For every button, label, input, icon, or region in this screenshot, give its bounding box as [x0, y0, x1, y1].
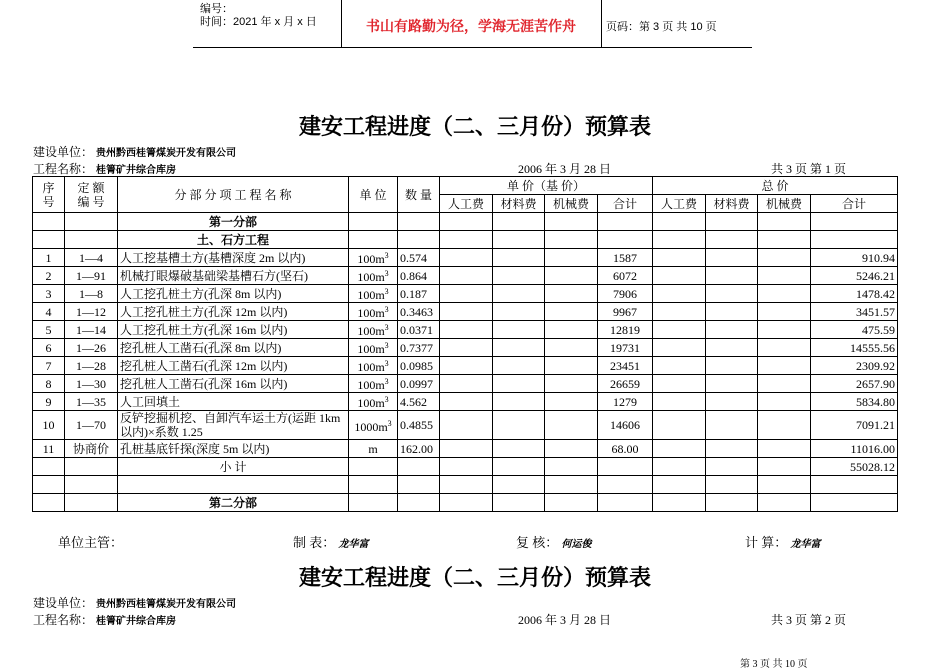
code-label: 编号： — [200, 3, 233, 15]
empty-row — [33, 476, 898, 494]
header-machine: 机械费 — [545, 195, 598, 213]
section-row — [33, 494, 898, 512]
row-unit — [349, 249, 398, 267]
project-value: 桂箐矿井综合库房 — [96, 616, 177, 627]
row-item-name: 人工回填土 — [118, 393, 349, 411]
row-unit-price-sum: 68.00 — [598, 440, 653, 458]
row-quantity: 0.864 — [398, 267, 440, 285]
row-seq: 3 — [33, 285, 65, 303]
table-row — [33, 375, 898, 393]
header-seq: 序 号 — [33, 177, 65, 213]
row-unit-text: 1000m — [354, 419, 388, 434]
maker-field — [293, 532, 369, 551]
table-row — [33, 393, 898, 411]
row-unit-price-sum: 6072 — [598, 267, 653, 285]
row-quota-code: 1—28 — [65, 357, 118, 375]
row-unit-superscript: 3 — [384, 305, 389, 314]
org-line — [33, 594, 236, 611]
row-total-sum: 1478.42 — [811, 285, 898, 303]
row-quantity: 162.00 — [398, 440, 440, 458]
row-unit — [349, 285, 398, 303]
header-total-price: 总 价 — [653, 177, 898, 195]
row-unit — [349, 375, 398, 393]
calc-label: 计 算： — [745, 535, 788, 550]
table-row — [33, 411, 898, 440]
row-unit-superscript: 3 — [384, 323, 389, 332]
row-unit — [349, 393, 398, 411]
org-value: 贵州黔西桂箐煤炭开发有限公司 — [96, 148, 237, 159]
row-item-name: 挖孔桩人工凿石(孔深 16m 以内) — [118, 375, 349, 393]
row-unit-superscript: 3 — [384, 359, 389, 368]
row-total-sum: 910.94 — [811, 249, 898, 267]
doc-date: 2006 年 3 月 28 日 — [518, 613, 612, 627]
row-quota-code: 1—26 — [65, 339, 118, 357]
row-seq: 4 — [33, 303, 65, 321]
doc-date: 2006 年 3 月 28 日 — [518, 162, 612, 176]
row-unit-superscript: 3 — [384, 251, 389, 260]
row-total-sum: 2309.92 — [811, 357, 898, 375]
row-unit-price-sum: 9967 — [598, 303, 653, 321]
row-seq: 5 — [33, 321, 65, 339]
row-unit-price-sum: 1587 — [598, 249, 653, 267]
row-unit-text: 100m — [357, 270, 385, 284]
checker-label: 复 核： — [516, 535, 559, 550]
row-total-sum: 3451.57 — [811, 303, 898, 321]
row-total-sum: 475.59 — [811, 321, 898, 339]
row-item-name: 孔桩基底钎探(深度 5m 以内) — [118, 440, 349, 458]
row-unit-price-sum: 14606 — [598, 411, 653, 440]
row-seq: 8 — [33, 375, 65, 393]
row-quota-code: 协商价 — [65, 440, 118, 458]
row-unit — [349, 357, 398, 375]
row-quota-code: 1—8 — [65, 285, 118, 303]
row-item-name: 人工挖孔桩土方(孔深 8m 以内) — [118, 285, 349, 303]
row-quantity: 0.3463 — [398, 303, 440, 321]
row-total-sum: 11016.00 — [811, 440, 898, 458]
row-unit-superscript: 3 — [384, 377, 389, 386]
row-item-name: 挖孔桩人工凿石(孔深 12m 以内) — [118, 357, 349, 375]
section-title: 第二分部 — [118, 494, 349, 512]
row-quantity: 0.574 — [398, 249, 440, 267]
row-item-name: 反铲挖掘机挖、自卸汽车运土方(运距 1km 以内)×系数 1.25 — [118, 411, 349, 440]
subtotal-value: 55028.12 — [811, 458, 898, 476]
section-row — [33, 213, 898, 231]
table-row — [33, 267, 898, 285]
header-meta — [200, 3, 317, 29]
org-label: 建设单位： — [33, 145, 94, 159]
row-quantity: 0.187 — [398, 285, 440, 303]
row-unit: m — [349, 440, 398, 458]
header-motto: 书山有路勤为径，学海无涯苦作舟 — [366, 19, 576, 35]
row-total-sum: 14555.56 — [811, 339, 898, 357]
project-label: 工程名称： — [33, 162, 94, 176]
doc-title: 建安工程进度（二、三月份）预算表 — [298, 114, 651, 140]
header-name: 分 部 分 项 工 程 名 称 — [118, 177, 349, 213]
row-unit — [349, 267, 398, 285]
calc-field — [745, 532, 821, 551]
row-seq: 6 — [33, 339, 65, 357]
org-label: 建设单位： — [33, 596, 94, 610]
row-unit-text: 100m — [357, 288, 385, 302]
maker-signature: 龙华富 — [338, 539, 369, 550]
row-total-sum: 7091.21 — [811, 411, 898, 440]
row-quantity: 0.0997 — [398, 375, 440, 393]
row-unit-superscript: 3 — [384, 269, 389, 278]
section-row — [33, 231, 898, 249]
header-qty: 数 量 — [398, 177, 440, 213]
header-divider — [341, 0, 342, 47]
row-unit-superscript: 3 — [384, 341, 389, 350]
row-seq: 1 — [33, 249, 65, 267]
header-code: 定 额 编 号 — [65, 177, 118, 213]
supervisor-label: 单位主管： — [58, 535, 124, 550]
org-line — [33, 143, 236, 160]
checker-signature: 何运俊 — [561, 539, 592, 550]
row-unit — [349, 339, 398, 357]
row-unit-price-sum: 7906 — [598, 285, 653, 303]
table-row — [33, 440, 898, 458]
row-unit-text: 100m — [357, 342, 385, 356]
doc-title: 建安工程进度（二、三月份）预算表 — [298, 565, 651, 591]
row-unit-price-sum: 23451 — [598, 357, 653, 375]
row-unit-text: 100m — [357, 324, 385, 338]
header-unit-price: 单 价（基 价） — [440, 177, 653, 195]
header-divider — [601, 0, 602, 47]
row-unit — [349, 411, 398, 440]
row-quota-code: 1—14 — [65, 321, 118, 339]
section-subtitle: 土、石方工程 — [118, 231, 349, 249]
row-unit-superscript: 3 — [384, 395, 389, 404]
doc-pages: 共 3 页 第 2 页 — [771, 613, 847, 627]
calc-signature: 龙华富 — [790, 539, 821, 550]
row-quantity: 0.0985 — [398, 357, 440, 375]
row-seq: 10 — [33, 411, 65, 440]
row-unit-text: 100m — [357, 396, 385, 410]
project-line — [33, 160, 176, 177]
row-total-sum: 2657.90 — [811, 375, 898, 393]
row-unit-price-sum: 1279 — [598, 393, 653, 411]
row-seq: 11 — [33, 440, 65, 458]
project-label: 工程名称： — [33, 613, 94, 627]
row-quantity: 4.562 — [398, 393, 440, 411]
header-machine-total: 机械费 — [758, 195, 811, 213]
row-total-sum: 5246.21 — [811, 267, 898, 285]
row-unit-superscript: 3 — [384, 287, 389, 296]
org-value: 贵州黔西桂箐煤炭开发有限公司 — [96, 599, 237, 610]
table-row — [33, 339, 898, 357]
row-quantity: 0.0371 — [398, 321, 440, 339]
row-seq: 2 — [33, 267, 65, 285]
row-unit-superscript: 3 — [387, 418, 392, 428]
time-label: 时间：2021 年 x 月 x 日 — [200, 16, 317, 28]
table-header-row — [33, 177, 898, 195]
row-quota-code: 1—30 — [65, 375, 118, 393]
doc-pages: 共 3 页 第 1 页 — [771, 162, 847, 176]
page-footer: 第 3 页 共 10 页 — [740, 659, 808, 670]
maker-label: 制 表： — [293, 535, 336, 550]
project-line — [33, 611, 176, 628]
header-unit: 单 位 — [349, 177, 398, 213]
budget-table — [32, 176, 898, 512]
header-material-total: 材料费 — [706, 195, 758, 213]
header-labor-total: 人工费 — [653, 195, 706, 213]
row-unit — [349, 321, 398, 339]
row-quota-code: 1—70 — [65, 411, 118, 440]
table-row — [33, 285, 898, 303]
table-row — [33, 303, 898, 321]
row-total-sum: 5834.80 — [811, 393, 898, 411]
row-unit-price-sum: 12819 — [598, 321, 653, 339]
row-unit-text: 100m — [357, 252, 385, 266]
row-unit-price-sum: 19731 — [598, 339, 653, 357]
row-item-name: 挖孔桩人工凿石(孔深 8m 以内) — [118, 339, 349, 357]
row-quota-code: 1—12 — [65, 303, 118, 321]
subtotal-row — [33, 458, 898, 476]
header-sum-total: 合计 — [811, 195, 898, 213]
row-quota-code: 1—4 — [65, 249, 118, 267]
row-unit-text: 100m — [357, 360, 385, 374]
subtotal-label: 小 计 — [118, 458, 349, 476]
row-quota-code: 1—35 — [65, 393, 118, 411]
table-row — [33, 357, 898, 375]
project-value: 桂箐矿井综合库房 — [96, 165, 177, 176]
row-unit-price-sum: 26659 — [598, 375, 653, 393]
row-seq: 9 — [33, 393, 65, 411]
header-material: 材料费 — [493, 195, 545, 213]
table-row — [33, 249, 898, 267]
section-title: 第一分部 — [118, 213, 349, 231]
row-quantity: 0.4855 — [398, 411, 440, 440]
row-unit — [349, 303, 398, 321]
header-page-info: 页码：第 3 页 共 10 页 — [606, 21, 717, 33]
row-item-name: 人工挖孔桩土方(孔深 16m 以内) — [118, 321, 349, 339]
row-quota-code: 1—91 — [65, 267, 118, 285]
row-item-name: 人工挖基槽土方(基槽深度 2m 以内) — [118, 249, 349, 267]
header-sum: 合计 — [598, 195, 653, 213]
row-unit-text: 100m — [357, 378, 385, 392]
checker-field — [516, 532, 592, 551]
row-unit-text: 100m — [357, 306, 385, 320]
row-seq: 7 — [33, 357, 65, 375]
row-item-name: 人工挖孔桩土方(孔深 12m 以内) — [118, 303, 349, 321]
table-row — [33, 321, 898, 339]
row-item-name: 机械打眼爆破基础梁基槽石方(坚石) — [118, 267, 349, 285]
header-labor: 人工费 — [440, 195, 493, 213]
row-quantity: 0.7377 — [398, 339, 440, 357]
